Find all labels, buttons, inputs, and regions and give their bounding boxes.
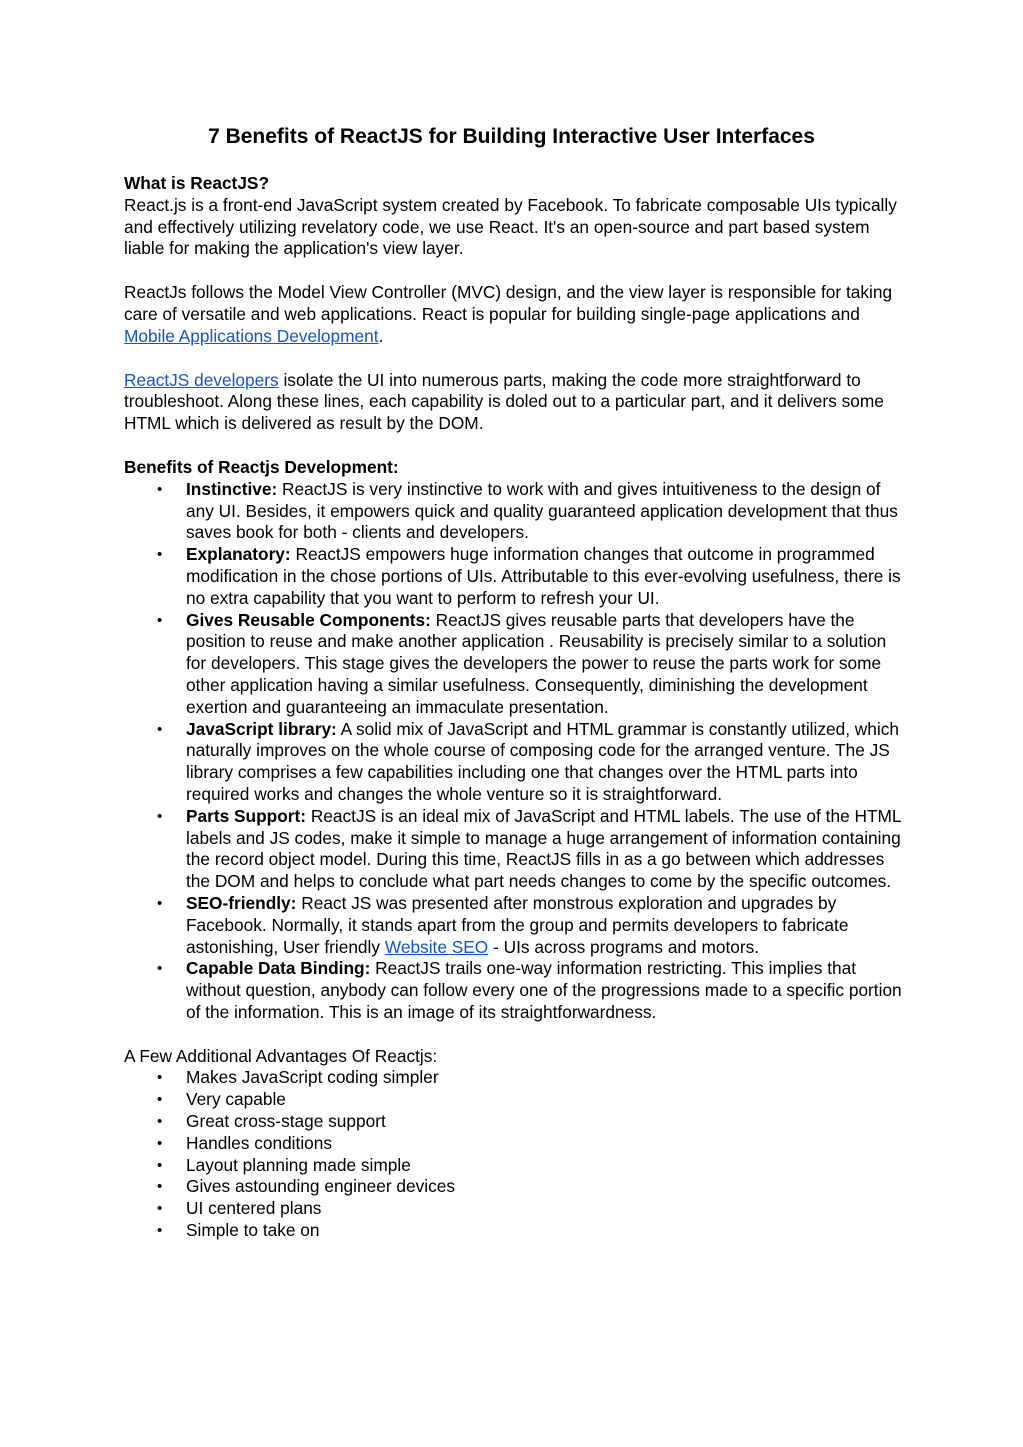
- benefit-label: Parts Support:: [186, 805, 307, 826]
- benefits-list: [124, 479, 904, 1024]
- list-item: [124, 544, 904, 609]
- benefit-text: React JS was presented after monstrous exploration and upgrades by Facebook. Normally, it stands apart from the group and permits developers to fabricate astonishing, User friendly: [186, 892, 849, 957]
- website-seo-link[interactable]: Website SEO: [384, 936, 489, 957]
- benefit-label: Explanatory:: [186, 544, 291, 565]
- benefit-label: JavaScript library:: [186, 718, 337, 739]
- benefit-text: ReactJS empowers huge information changes that outcome in programmed modification in the chose portions of UIs. Attributable to this ever-evolving usefulness, there is no extra capability that you want to perform to refresh your UI.: [186, 544, 901, 608]
- bullet-icon: •: [157, 1069, 163, 1087]
- bullet-icon: •: [157, 1178, 163, 1196]
- benefit-label: Instinctive:: [186, 478, 278, 499]
- mvc-paragraph-text: ReactJs follows the Model View Controller (MVC) design, and the view layer is responsible for taking care of versatile and web applications. React is popular for building single-page applications and: [124, 282, 893, 324]
- benefit-label: Gives Reusable Components:: [186, 609, 431, 630]
- intro-paragraph: React.js is a front-end JavaScript system created by Facebook. To fabricate composable UIs typically and effectively utilizing revelatory code, we use React. It's an open-source and part based system liable for making the application's view layer.: [124, 194, 897, 259]
- advantage-text: Very capable: [186, 1089, 286, 1110]
- benefit-text: ReactJS is very instinctive to work with and gives intuitiveness to the design of any UI. Besides, it empowers quick and quality guaranteed application development that thus saves book for both - clients and developers.: [186, 478, 898, 543]
- list-item: [124, 1198, 904, 1220]
- reactjs-developers-link[interactable]: ReactJS developers: [124, 369, 279, 390]
- benefit-text: ReactJS gives reusable parts that developers have the position to reuse and make another application . Reusability is precisely similar to a solution for developers. This stage gives the developers the power to reuse the parts work for some other application having a similar usefulness. Consequently, diminishing the development exertion and guaranteeing an immaculate presentation.: [186, 609, 887, 717]
- bullet-icon: •: [157, 611, 163, 629]
- advantage-text: Great cross-stage support: [186, 1111, 386, 1132]
- advantage-text: Makes JavaScript coding simpler: [186, 1067, 439, 1088]
- list-item: [124, 893, 904, 958]
- benefit-text: A solid mix of JavaScript and HTML grammar is constantly utilized, which naturally improves on the whole course of composing code for the arranged venture. The JS library comprises a few capabilities including one that changes over the HTML parts into required works and changes the whole venture so it is straightforward.: [186, 718, 899, 804]
- bullet-icon: •: [157, 1200, 163, 1218]
- bullet-icon: •: [157, 480, 163, 498]
- list-item: [124, 1089, 904, 1111]
- paragraph-spacer: [124, 260, 904, 282]
- paragraph-spacer: [124, 348, 904, 370]
- bullet-icon: •: [157, 546, 163, 564]
- benefit-text: ReactJS is an ideal mix of JavaScript and HTML labels. The use of the HTML labels and JS codes, make it simple to manage a huge arrangement of information containing the record object model. During this time, ReactJS fills in as a go between which addresses the DOM and helps to conclude what part needs changes to come by the specific outcomes.: [186, 805, 901, 892]
- bullet-icon: •: [157, 960, 163, 978]
- list-item: [124, 1067, 904, 1089]
- list-item: [124, 610, 904, 719]
- advantage-text: Simple to take on: [186, 1220, 320, 1241]
- mvc-paragraph-end: .: [378, 325, 384, 346]
- document-body: [124, 173, 904, 1242]
- list-item: [124, 1176, 904, 1198]
- list-item: [124, 1155, 904, 1177]
- list-item: [124, 806, 904, 893]
- section-heading-advantages: A Few Additional Advantages Of Reactjs:: [124, 1045, 438, 1066]
- list-item: [124, 958, 904, 1023]
- paragraph-spacer: [124, 435, 904, 457]
- bullet-icon: •: [157, 1222, 163, 1240]
- benefit-label: SEO-friendly:: [186, 892, 297, 913]
- bullet-icon: •: [157, 1156, 163, 1174]
- advantage-text: Handles conditions: [186, 1132, 333, 1153]
- developers-paragraph: [124, 370, 904, 435]
- bullet-icon: •: [157, 894, 163, 912]
- list-item: [124, 1220, 904, 1242]
- section-heading-what-is-reactjs: What is ReactJS?: [124, 173, 270, 193]
- advantage-text: UI centered plans: [186, 1198, 322, 1219]
- mvc-paragraph: [124, 282, 904, 347]
- bullet-icon: •: [157, 1091, 163, 1109]
- developers-paragraph-text: isolate the UI into numerous parts, making the code more straightforward to troubleshoot. Along these lines, each capability is doled out to a particular part, and it delivers some HTML which is delivered as result by the DOM.: [124, 369, 884, 434]
- bullet-icon: •: [157, 1113, 163, 1131]
- list-item: [124, 719, 904, 806]
- mobile-apps-development-link[interactable]: Mobile Applications Development: [124, 325, 379, 346]
- list-item: [124, 479, 904, 544]
- list-item: [124, 1133, 904, 1155]
- advantages-list: [124, 1067, 904, 1241]
- benefit-text: ReactJS trails one-way information restricting. This implies that without question, anybody can follow every one of the progressions made to a specific portion of the information. This is an image of its straightforwardness.: [186, 958, 902, 1022]
- paragraph-spacer: [124, 1024, 904, 1046]
- advantage-text: Gives astounding engineer devices: [186, 1176, 455, 1197]
- bullet-icon: •: [157, 807, 163, 825]
- section-heading-benefits: Benefits of Reactjs Development:: [124, 456, 399, 477]
- list-item: [124, 1111, 904, 1133]
- bullet-icon: •: [157, 1134, 163, 1152]
- benefit-text-end: - UIs across programs and motors.: [488, 936, 760, 957]
- bullet-icon: •: [157, 720, 163, 738]
- benefit-label: Capable Data Binding:: [186, 958, 371, 979]
- advantage-text: Layout planning made simple: [186, 1154, 411, 1175]
- page-title: 7 Benefits of ReactJS for Building Interactive User Interfaces: [208, 125, 815, 148]
